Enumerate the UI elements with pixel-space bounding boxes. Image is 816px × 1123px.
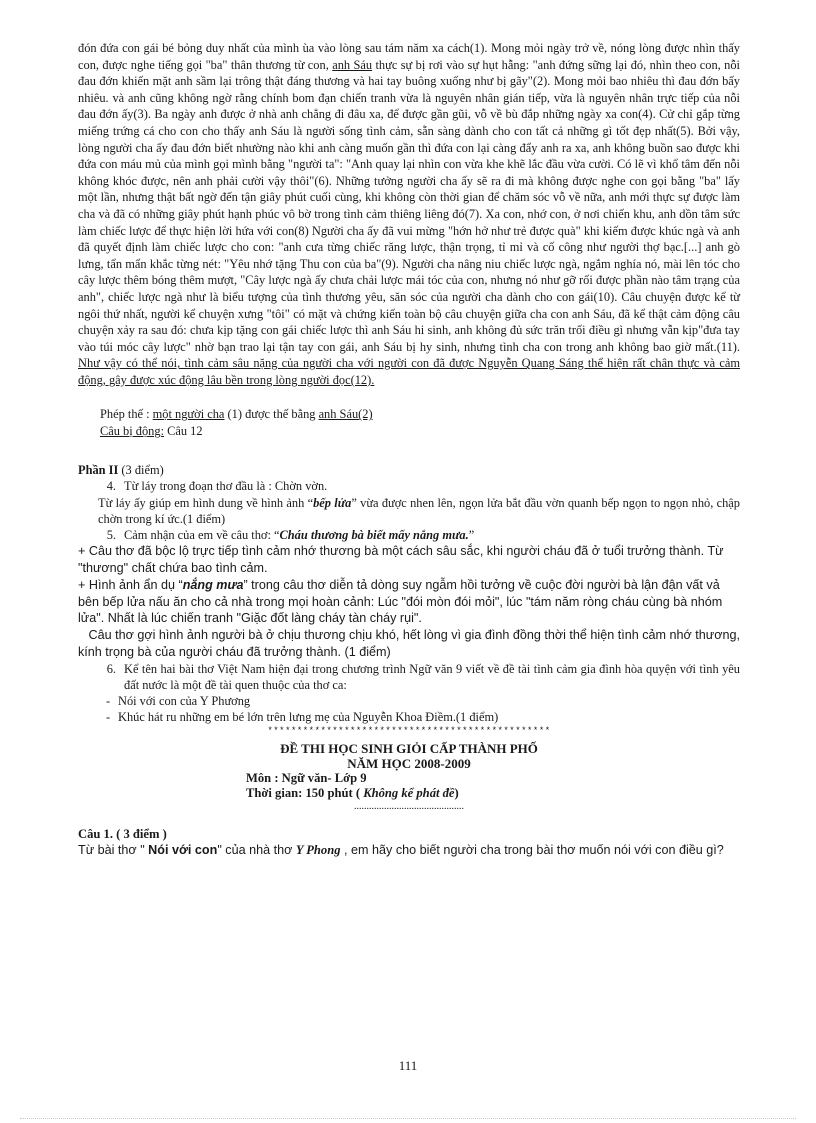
list-item: - Nói với con của Y Phương (106, 694, 251, 709)
underlined-conclusion: Như vậy có thể nói, tình cảm sâu nặng của người cha với người con đã được Nguyễn Quang Sáng thể hiện rất chân thực và cảm động, gây được xúc động lâu bền trong lòng người đọc(12). (78, 356, 740, 387)
list-item: 4. Từ láy trong đoạn thơ đầu là : Chờn vờn. (106, 479, 328, 494)
underlined-anh-sau: anh Sáu (332, 57, 373, 72)
answer-sentence: + Câu thơ đã bộc lộ trực tiếp tình cảm nhớ thương bà một cách sâu sắc, khi người cháu đã ở tuổi trưởng thành. Từ "thương" chất chứa bao tình cảm. (78, 544, 724, 576)
list-item: 6. Kể tên hai bài thơ Việt Nam hiện đại trong chương trình Ngữ văn 9 viết về đề tài tình cảm gia đình hòa quyện với tình yêu đất nước là một đề tài quen thuộc của thơ ca: (106, 661, 740, 693)
phep-the-line: Phép thế : một người cha (1) được thế bằng anh Sáu(2) (100, 407, 373, 422)
exam-title: ĐỀ THI HỌC SINH GIỎI CẤP THÀNH PHỐ (280, 740, 538, 756)
page-number: 111 (398, 1058, 418, 1073)
question-heading: Câu 1. ( 3 điểm ) (78, 826, 167, 841)
list-item: 5. Cảm nhận của em về câu thơ: “Cháu thương bà biết mấy nắng mưa.” (106, 528, 475, 543)
separator-line: ************************************************ (267, 725, 551, 736)
dotted-rule: ............................................ (354, 800, 464, 812)
item4-explanation: Từ láy ấy giúp em hình dung về hình ảnh “bếp lửa” vừa được nhen lên, ngọn lửa bắt đầu vờn quanh bếp ngọn to ngọn nhỏ, chập chờn trong kí ức.(1 điểm) (98, 495, 740, 526)
list-item: - Khúc hát ru những em bé lớn trên lưng mẹ của Nguyễn Khoa Điềm.(1 điểm) (106, 710, 499, 725)
page-bottom-rule (20, 1118, 796, 1119)
exam-subject: Môn : Ngữ văn- Lớp 9 (246, 770, 367, 785)
essay-paragraph: đón đứa con gái bé bỏng duy nhất của mình ùa vào lòng sau tám năm xa cách(1). Mong mỏi ngày trở về, nóng lòng được nhìn thấy con, được nghe tiếng gọi "ba" thân thương từ con, anh Sáu thực sự bị rơi vào sự hụt hẫng: "anh đứng sững lại đó, nhìn theo con, nỗi đau đớn khiến mặt anh sầm lại trông thật đáng thương và hai tay buông xuống như bị gãy"(2). Mong mỏi bao nhiêu thì đau đớn bấy nhiêu. và anh cũng không ngờ rằng chính bom đạn chiến tranh vừa là nguyên nhân gián tiếp, vừa là nguyên nhân trực tiếp của nỗi đau đớn ấy(3). Ba ngày anh được ở nhà anh chẳng đi đâu xa, để được gần gũi, vỗ về bù đắp những ngày xa con(4). Cử chỉ gắp từng miếng trứng cá cho con cho thấy anh Sáu là người sống tình cảm, sẵn sàng dành cho con tất cả những gì tốt đẹp nhất(5). Bởi vậy, lòng người cha ấy đau đớn biết nhường nào khi anh càng muốn gần thì đứa con lại càng đẩy anh ra xa, anh không buồn sao được khi đứa con máu mủ của mình gọi mình bằng "người ta": "Anh quay lại nhìn con vừa khe khẽ lắc đầu vừa cười. Có lẽ vì khổ tâm đến nỗi không khóc được, nên anh phải cười vậy thôi"(6). Những tưởng người cha ấy sẽ ra đi mà không được nghe con gọi bằng "ba" lấy một lần, nhưng thật bất ngờ đến tận giây phút cuối cùng, khi không còn thời gian để chăm sóc vỗ về nữa, anh mới thực sự được làm cha và đã có những giây phút hạnh phúc vô bờ trong tình cảm thiêng liêng đó(7). Xa con, nhớ con, ở nơi chiến khu, anh dồn tâm sức làm chiếc lược để thực hiện lời hứa với con(8) Người cha ấy đã vui mừng "hớn hở như trẻ được quà" khi kiếm được khúc ngà và anh đã quyết định làm chiếc lược cho con: "anh cưa từng chiếc răng lược, thận trọng, tỉ mỉ và cố công như người thợ bạc.[...] anh gò lưng, tẩn mẩn khắc từng nét: "Yêu nhớ tặng Thu con của ba"(9). Người cha nâng niu chiếc lược ngà, ngắm nghía nó, mài lên tóc cho cây lược thêm bóng thêm mượt, "Cây lược ngà ấy chưa chải lược mái tóc của con, nhưng nó như gỡ rối được phần nào tâm trạng của anh", chiếc lược ngà như là biểu tượng của tình thương yêu, săn sóc của người cha dành cho con gái(10). Câu chuyện được kể từ ngôi thứ nhất, người kể chuyện xưng "tôi" có mặt và chứng kiến toàn bộ câu chuyện giữa cha con anh Sáu, đã kể thật cảm động câu chuyện xảy ra sau đó: chưa kịp tặng con gái chiếc lược thì anh Sáu hi sinh, anh không đủ sức trăn trối điều gì nhưng vẫn kịp"đưa tay vào túi móc cây lược" nhờ bạn trao lại tận tay con gái, anh Sáu bị hy sinh, nhưng tình cha con trong anh không bao giờ mất.(11). Như vậy có thể nói, tình cảm sâu nặng của người cha với người con đã được Nguyễn Quang Sáng thể hiện rất chân thực và cảm động, gây được xúc động lâu bền trong lòng người đọc(12). (78, 41, 740, 387)
answer-sentence: + Hình ảnh ẩn dụ “nắng mưa” trong câu thơ diễn tả dòng suy ngẫm hồi tưởng về cuộc đời người bà lận đận vất vả bên bếp lửa nấu ăn cho cả nhà trong mọi hoàn cảnh: Lúc "đói mòn đói mỏi", lúc "tám năm ròng cháu cùng bà nhóm lửa". Nhất là lúc chiến tranh "Giặc đốt làng cháy tàn cháy rụi". (78, 577, 723, 626)
answer-sentence: Câu thơ gợi hình ảnh người bà ở chịu thương chịu khó, hết lòng vì gia đình đồng thời thể hiện tình cảm nhớ thương, kính trọng bà của người cháu đã trưởng thành. (1 điểm) (78, 628, 744, 660)
exam-time: Thời gian: 150 phút ( Không kể phát đề) (246, 785, 459, 800)
cau-bi-dong-line: Câu bị động: Câu 12 (100, 424, 203, 439)
exam-year: NĂM HỌC 2008-2009 (347, 755, 471, 771)
document-page (78, 40, 744, 858)
question-text: Từ bài thơ " Nói với con" của nhà thơ Y Phong , em hãy cho biết người cha trong bài thơ muốn nói với con điều gì? (78, 842, 724, 857)
part-heading: Phần II (3 điểm) (78, 463, 164, 478)
